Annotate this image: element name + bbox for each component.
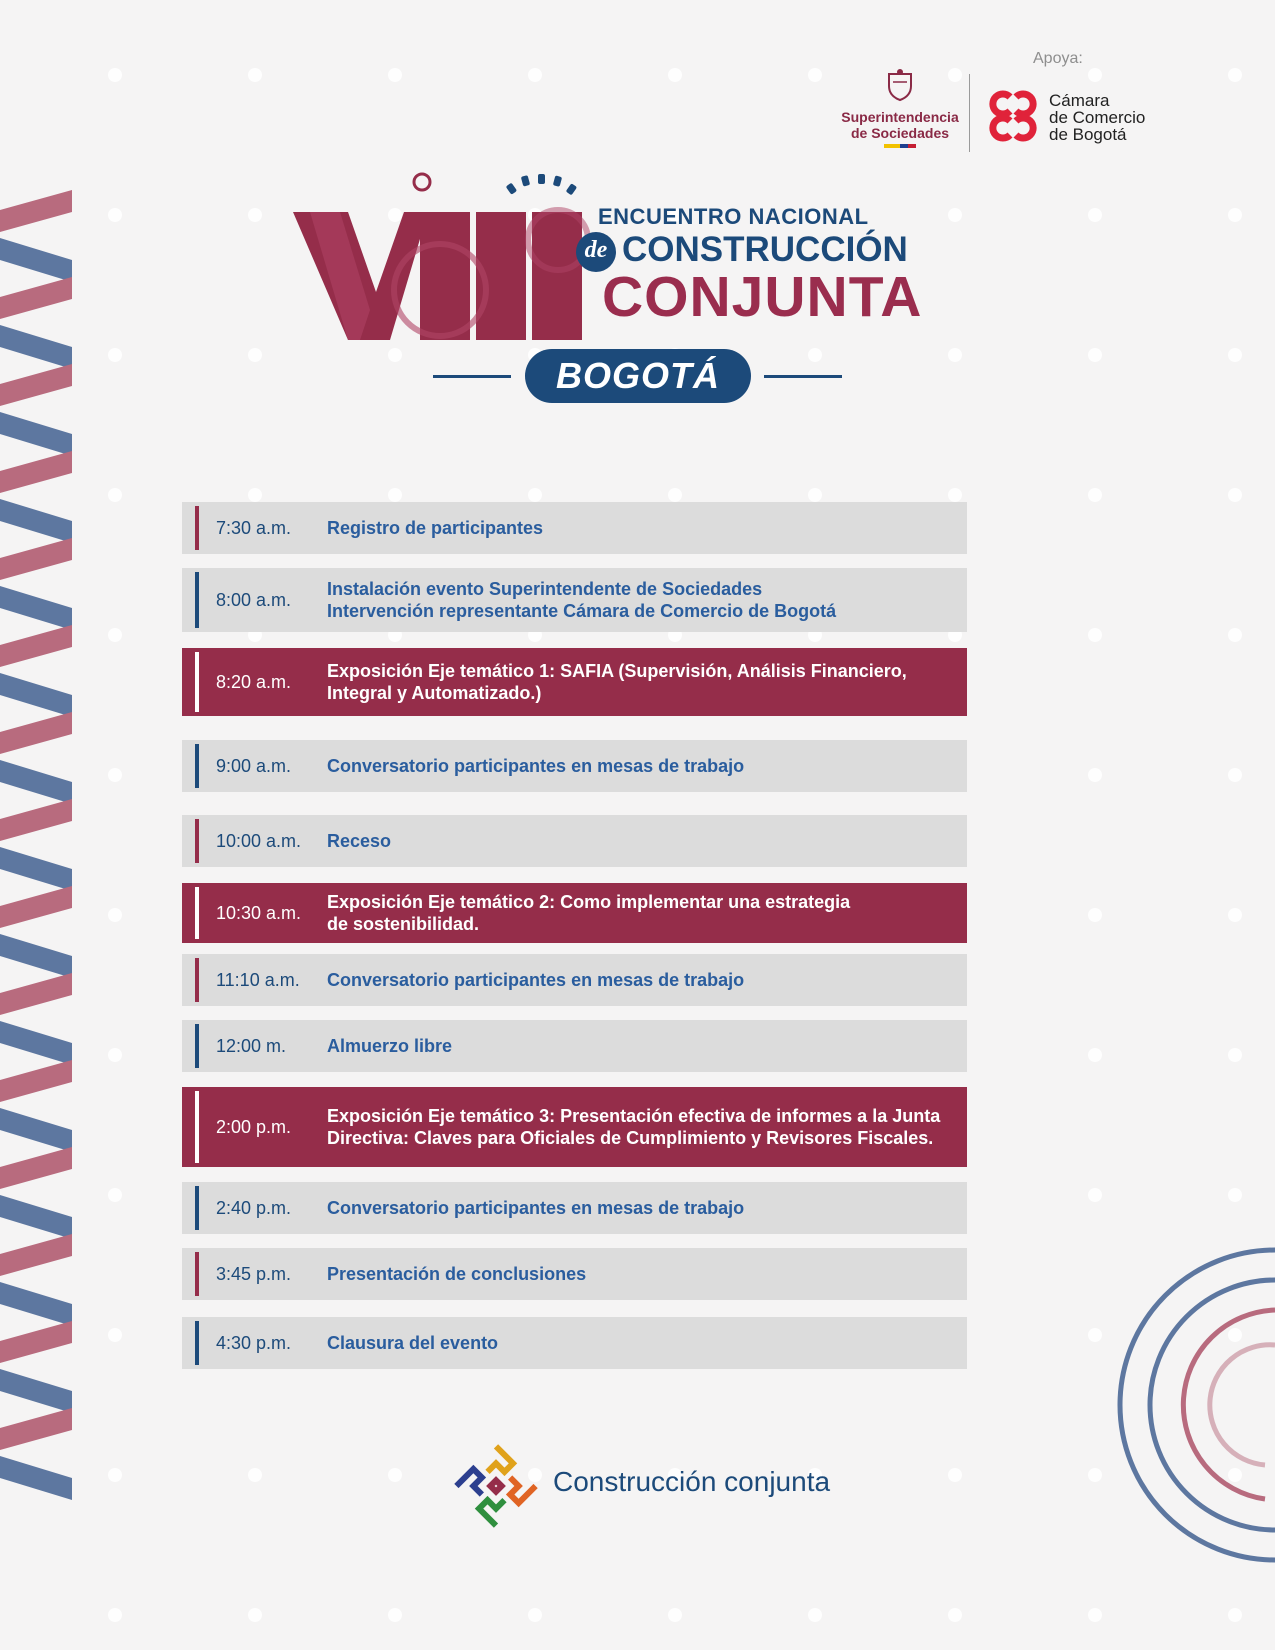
agenda-row-accent-bar xyxy=(195,1024,199,1068)
title-line-3: CONJUNTA xyxy=(602,265,923,329)
agenda-description xyxy=(327,648,947,716)
agenda-description xyxy=(327,1182,947,1234)
roman-numeral-viii-logo xyxy=(290,160,610,350)
camara-comercio-name xyxy=(1049,92,1145,143)
city-rule-right xyxy=(764,375,842,378)
agenda-time: 2:00 p.m. xyxy=(216,1116,292,1137)
construccion-conjunta-wordmark: Construcción conjunta xyxy=(553,1466,831,1497)
agenda-row-accent-bar xyxy=(195,958,199,1002)
colombia-flag-stripe xyxy=(884,144,916,148)
agenda-row-accent-bar xyxy=(195,652,199,712)
agenda-row xyxy=(182,1182,967,1234)
supersociedades-line1: Superintendencia xyxy=(841,109,959,125)
agenda-description xyxy=(327,1248,947,1300)
agenda-time: 10:30 a.m. xyxy=(216,902,302,923)
agenda-description xyxy=(327,568,947,632)
agenda-row xyxy=(182,740,967,792)
agenda-description xyxy=(327,883,947,943)
agenda-description-text: Registro de participantes xyxy=(327,518,544,538)
agenda-description-text: Exposición Eje temático 2: Como implementar una estrategia de sostenibilidad. xyxy=(327,892,851,934)
agenda-row-accent-bar xyxy=(195,744,199,788)
construccion-conjunta-icon xyxy=(448,1438,544,1534)
chevron-border-decoration xyxy=(0,190,75,1500)
agenda-description xyxy=(327,1087,947,1167)
concentric-arcs-decoration xyxy=(1115,1245,1275,1565)
agenda-time: 2:40 p.m. xyxy=(216,1197,292,1218)
agenda-description xyxy=(327,815,947,867)
agenda-description-text: Exposición Eje temático 3: Presentación efectiva de informes a la Junta Directiva: Claves para Oficiales de Cumplimiento y Revisores Fiscales. xyxy=(327,1106,941,1148)
agenda-row xyxy=(182,648,967,716)
agenda-description xyxy=(327,1020,947,1072)
agenda-description xyxy=(327,502,947,554)
agenda-row xyxy=(182,568,967,632)
agenda-description-text: Clausura del evento xyxy=(327,1333,499,1353)
camara-comercio-icon xyxy=(984,87,1042,145)
agenda-row xyxy=(182,1248,967,1300)
agenda-row-accent-bar xyxy=(195,572,199,628)
agenda-time: 7:30 a.m. xyxy=(216,517,292,538)
agenda-time: 10:00 a.m. xyxy=(216,830,302,851)
agenda-row xyxy=(182,1087,967,1167)
agenda-row xyxy=(182,954,967,1006)
agenda-description xyxy=(327,1317,947,1369)
agenda-row-accent-bar xyxy=(195,1091,199,1163)
agenda-row xyxy=(182,815,967,867)
agenda-description-text: Conversatorio participantes en mesas de trabajo xyxy=(327,1198,745,1218)
agenda-row xyxy=(182,1020,967,1072)
agenda-time: 8:00 a.m. xyxy=(216,589,292,610)
title-de-badge: de xyxy=(576,232,616,272)
agenda-description-text: Receso xyxy=(327,831,392,851)
title-line-1: ENCUENTRO NACIONAL xyxy=(598,204,869,229)
city-rule-left xyxy=(433,375,511,378)
agenda-description-text: Conversatorio participantes en mesas de trabajo xyxy=(327,970,745,990)
agenda-time: 8:20 a.m. xyxy=(216,671,292,692)
agenda-description-text: Conversatorio participantes en mesas de trabajo xyxy=(327,756,745,776)
city-badge: BOGOTÁ xyxy=(525,349,751,403)
supersociedades-line2: de Sociedades xyxy=(850,125,950,141)
coat-of-arms-icon xyxy=(885,68,915,102)
agenda-description-text: Almuerzo libre xyxy=(327,1036,453,1056)
agenda-description-text: Presentación de conclusiones xyxy=(327,1264,587,1284)
agenda-row-accent-bar xyxy=(195,1321,199,1365)
agenda-time: 9:00 a.m. xyxy=(216,755,292,776)
camara-line2: de Comercio xyxy=(1049,108,1146,127)
title-line-2: CONSTRUCCIÓN xyxy=(622,230,908,269)
camara-line3: de Bogotá xyxy=(1049,125,1127,144)
agenda-row xyxy=(182,1317,967,1369)
agenda-description-text: Instalación evento Superintendente de Sociedades Intervención representante Cámara de Comercio de Bogotá xyxy=(327,579,837,621)
agenda-time: 12:00 m. xyxy=(216,1035,287,1056)
agenda-time: 11:10 a.m. xyxy=(216,969,300,990)
agenda-row xyxy=(182,883,967,943)
agenda-row-accent-bar xyxy=(195,1252,199,1296)
agenda-description-text: Exposición Eje temático 1: SAFIA (Supervisión, Análisis Financiero, Integral y Automatizado.) xyxy=(327,661,907,703)
agenda-row-accent-bar xyxy=(195,819,199,863)
agenda-row-accent-bar xyxy=(195,1186,199,1230)
camara-line1: Cámara xyxy=(1049,91,1110,110)
logo-divider xyxy=(969,74,970,152)
supersociedades-logo xyxy=(835,68,965,148)
agenda-row-accent-bar xyxy=(195,506,199,550)
agenda-time: 4:30 p.m. xyxy=(216,1332,292,1353)
agenda-description xyxy=(327,954,947,1006)
supports-label: Apoya: xyxy=(1033,50,1083,67)
agenda-row-accent-bar xyxy=(195,887,199,939)
agenda-time: 3:45 p.m. xyxy=(216,1263,292,1284)
agenda-row xyxy=(182,502,967,554)
agenda-description xyxy=(327,740,947,792)
